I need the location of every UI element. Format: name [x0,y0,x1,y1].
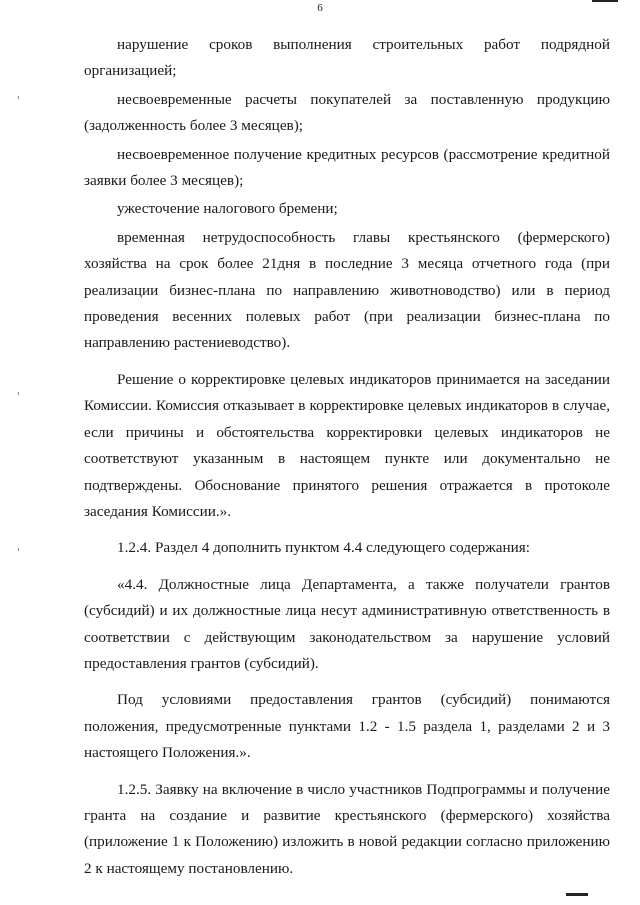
list-item: временная нетрудоспособность главы крестьянского (фермерского) хозяйства на срок более 21дня в последние 3 месяца отчетного года (при реализации бизнес-плана по направлению животноводство) или в период проведения весенних полевых работ (при реализации бизнес-плана по направлению растениеводство). [84,228,610,352]
scan-edge-tick [18,392,19,395]
scan-edge-tick [18,548,19,551]
list-item: несвоевременное получение кредитных ресурсов (рассмотрение кредитной заявки более 3 месяцев); [84,145,610,190]
paragraph-grant-conditions: Под условиями предоставления грантов (субсидий) понимаются положения, предусмотренные пунктами 1.2 - 1.5 раздела 1, разделами 2 и 3 настоящего Положения.». [84,691,610,762]
paragraph-clause-4-4: «4.4. Должностные лица Департамента, а также получатели грантов (субсидий) и их должностные лица несут административную ответственность в соответствии с действующим законодательством за нарушение условий предоставления грантов (субсидий). [84,575,610,672]
list-item: ужесточение налогового бремени; [117,200,338,218]
document-body [84,32,610,882]
list-item: несвоевременные расчеты покупателей за поставленную продукцию (задолженность более 3 месяцев); [84,90,610,135]
page-number: 6 [317,2,323,14]
paragraph-section-4-addition: 1.2.4. Раздел 4 дополнить пунктом 4.4 следующего содержания: [117,539,530,557]
scan-corner-mark-top [592,0,618,2]
scan-edge-tick [18,96,19,99]
scan-corner-mark-bottom [566,893,588,896]
paragraph-decision: Решение о корректировке целевых индикаторов принимается на заседании Комиссии. Комиссия отказывает в корректировке целевых индикаторов в случае, если причины и обстоятельства корректировки целевых индикаторов не соответствуют указанным в настоящем пункте или документально не подтверждены. Обоснование принятого решения отражается в протоколе заседания Комиссии.». [84,370,610,520]
list-item: нарушение сроков выполнения строительных работ подрядной организацией; [84,36,610,80]
paragraph-application-form: 1.2.5. Заявку на включение в число участников Подпрограммы и получение гранта на создание и развитие крестьянского (фермерского) хозяйства (приложение 1 к Положению) изложить в новой редакции согласно приложению 2 к настоящему постановлению. [84,780,610,877]
